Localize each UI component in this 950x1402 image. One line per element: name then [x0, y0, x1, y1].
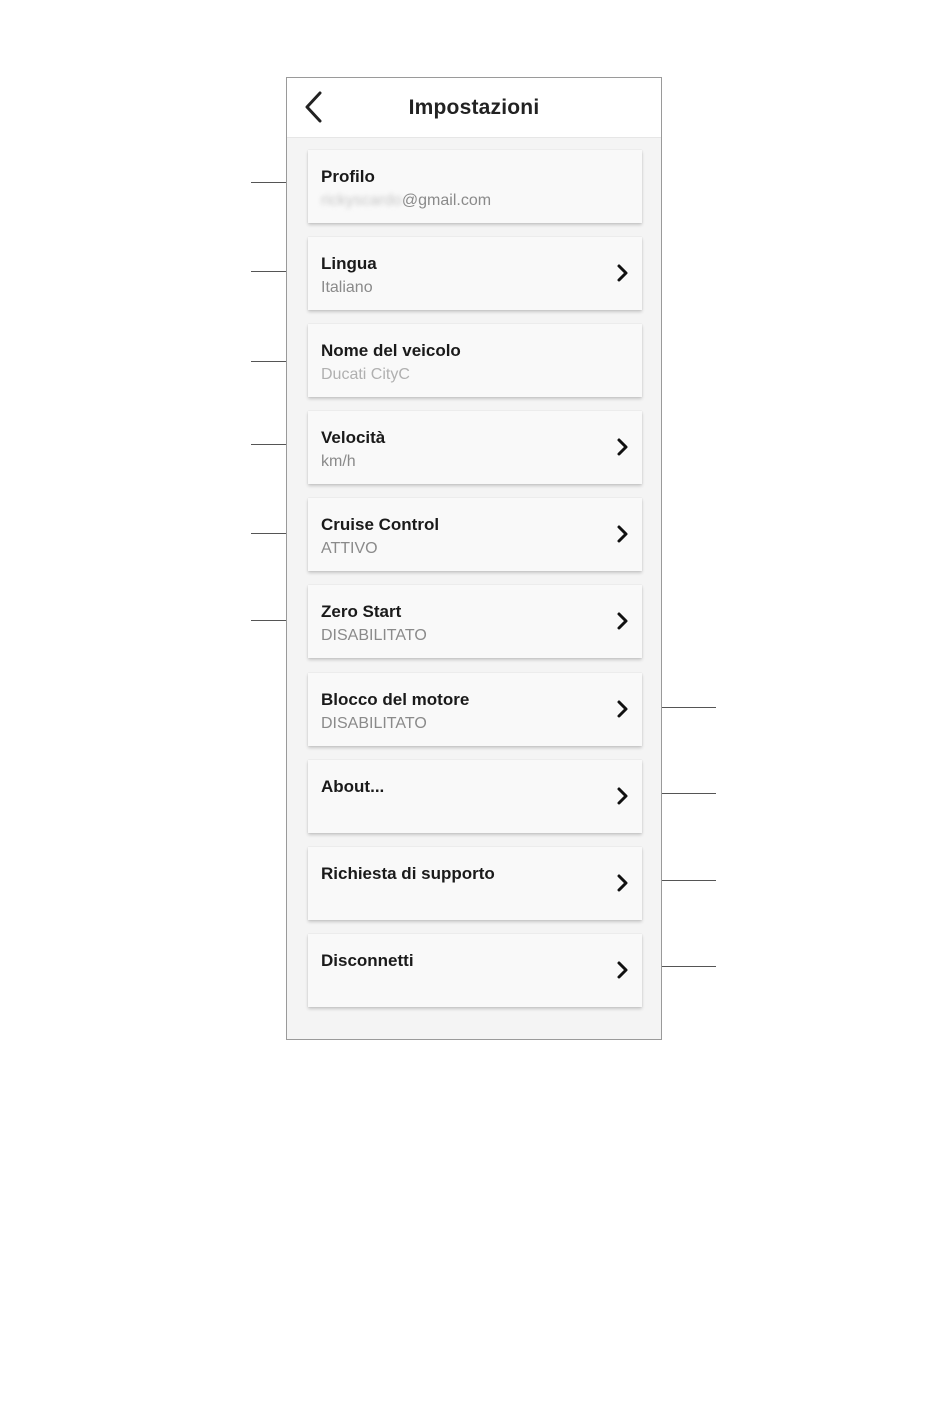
- cruise-control-label: Cruise Control: [321, 515, 440, 534]
- engine-lock-value: DISABILITATO: [321, 715, 427, 732]
- about-label: About...: [321, 777, 385, 796]
- chevron-right-icon: [616, 524, 630, 544]
- language-value: Italiano: [321, 279, 373, 296]
- settings-item-cruise-control[interactable]: [308, 498, 642, 571]
- vehicle-name-label: Nome del veicolo: [321, 341, 461, 360]
- speed-label: Velocità: [321, 428, 386, 447]
- support-label: Richiesta di supporto: [321, 864, 495, 883]
- chevron-right-icon: [616, 699, 630, 719]
- settings-item-engine-lock[interactable]: [308, 673, 642, 746]
- vehicle-name-field[interactable]: Ducati CityC: [321, 366, 410, 383]
- settings-item-about[interactable]: [308, 760, 642, 833]
- settings-item-speed[interactable]: [308, 411, 642, 484]
- zero-start-label: Zero Start: [321, 602, 402, 621]
- chevron-right-icon: [616, 960, 630, 980]
- chevron-right-icon: [616, 611, 630, 631]
- header-bar: [287, 78, 661, 138]
- chevron-right-icon: [616, 786, 630, 806]
- profile-label: Profilo: [321, 167, 375, 186]
- profile-email-domain: @gmail.com: [401, 192, 492, 209]
- settings-screen: [286, 77, 662, 1040]
- settings-item-language[interactable]: [308, 237, 642, 310]
- callout-line-engine-lock: [656, 707, 716, 708]
- callout-line-support: [656, 880, 716, 881]
- engine-lock-label: Blocco del motore: [321, 690, 470, 709]
- callout-line-about: [656, 793, 716, 794]
- settings-item-logout[interactable]: [308, 934, 642, 1007]
- chevron-right-icon: [616, 263, 630, 283]
- settings-item-vehicle-name[interactable]: [308, 324, 642, 397]
- cruise-control-value: ATTIVO: [321, 540, 378, 557]
- speed-value: km/h: [321, 453, 356, 470]
- zero-start-value: DISABILITATO: [321, 627, 427, 644]
- logout-label: Disconnetti: [321, 951, 414, 970]
- page-title: Impostazioni: [408, 96, 540, 119]
- chevron-right-icon: [616, 873, 630, 893]
- settings-item-zero-start[interactable]: [308, 585, 642, 658]
- settings-item-support[interactable]: [308, 847, 642, 920]
- language-label: Lingua: [321, 254, 377, 273]
- callout-line-logout: [656, 966, 716, 967]
- chevron-right-icon: [616, 437, 630, 457]
- settings-item-profile[interactable]: [308, 150, 642, 223]
- profile-email-masked: rickyscardo: [321, 192, 402, 209]
- profile-email: [321, 192, 491, 210]
